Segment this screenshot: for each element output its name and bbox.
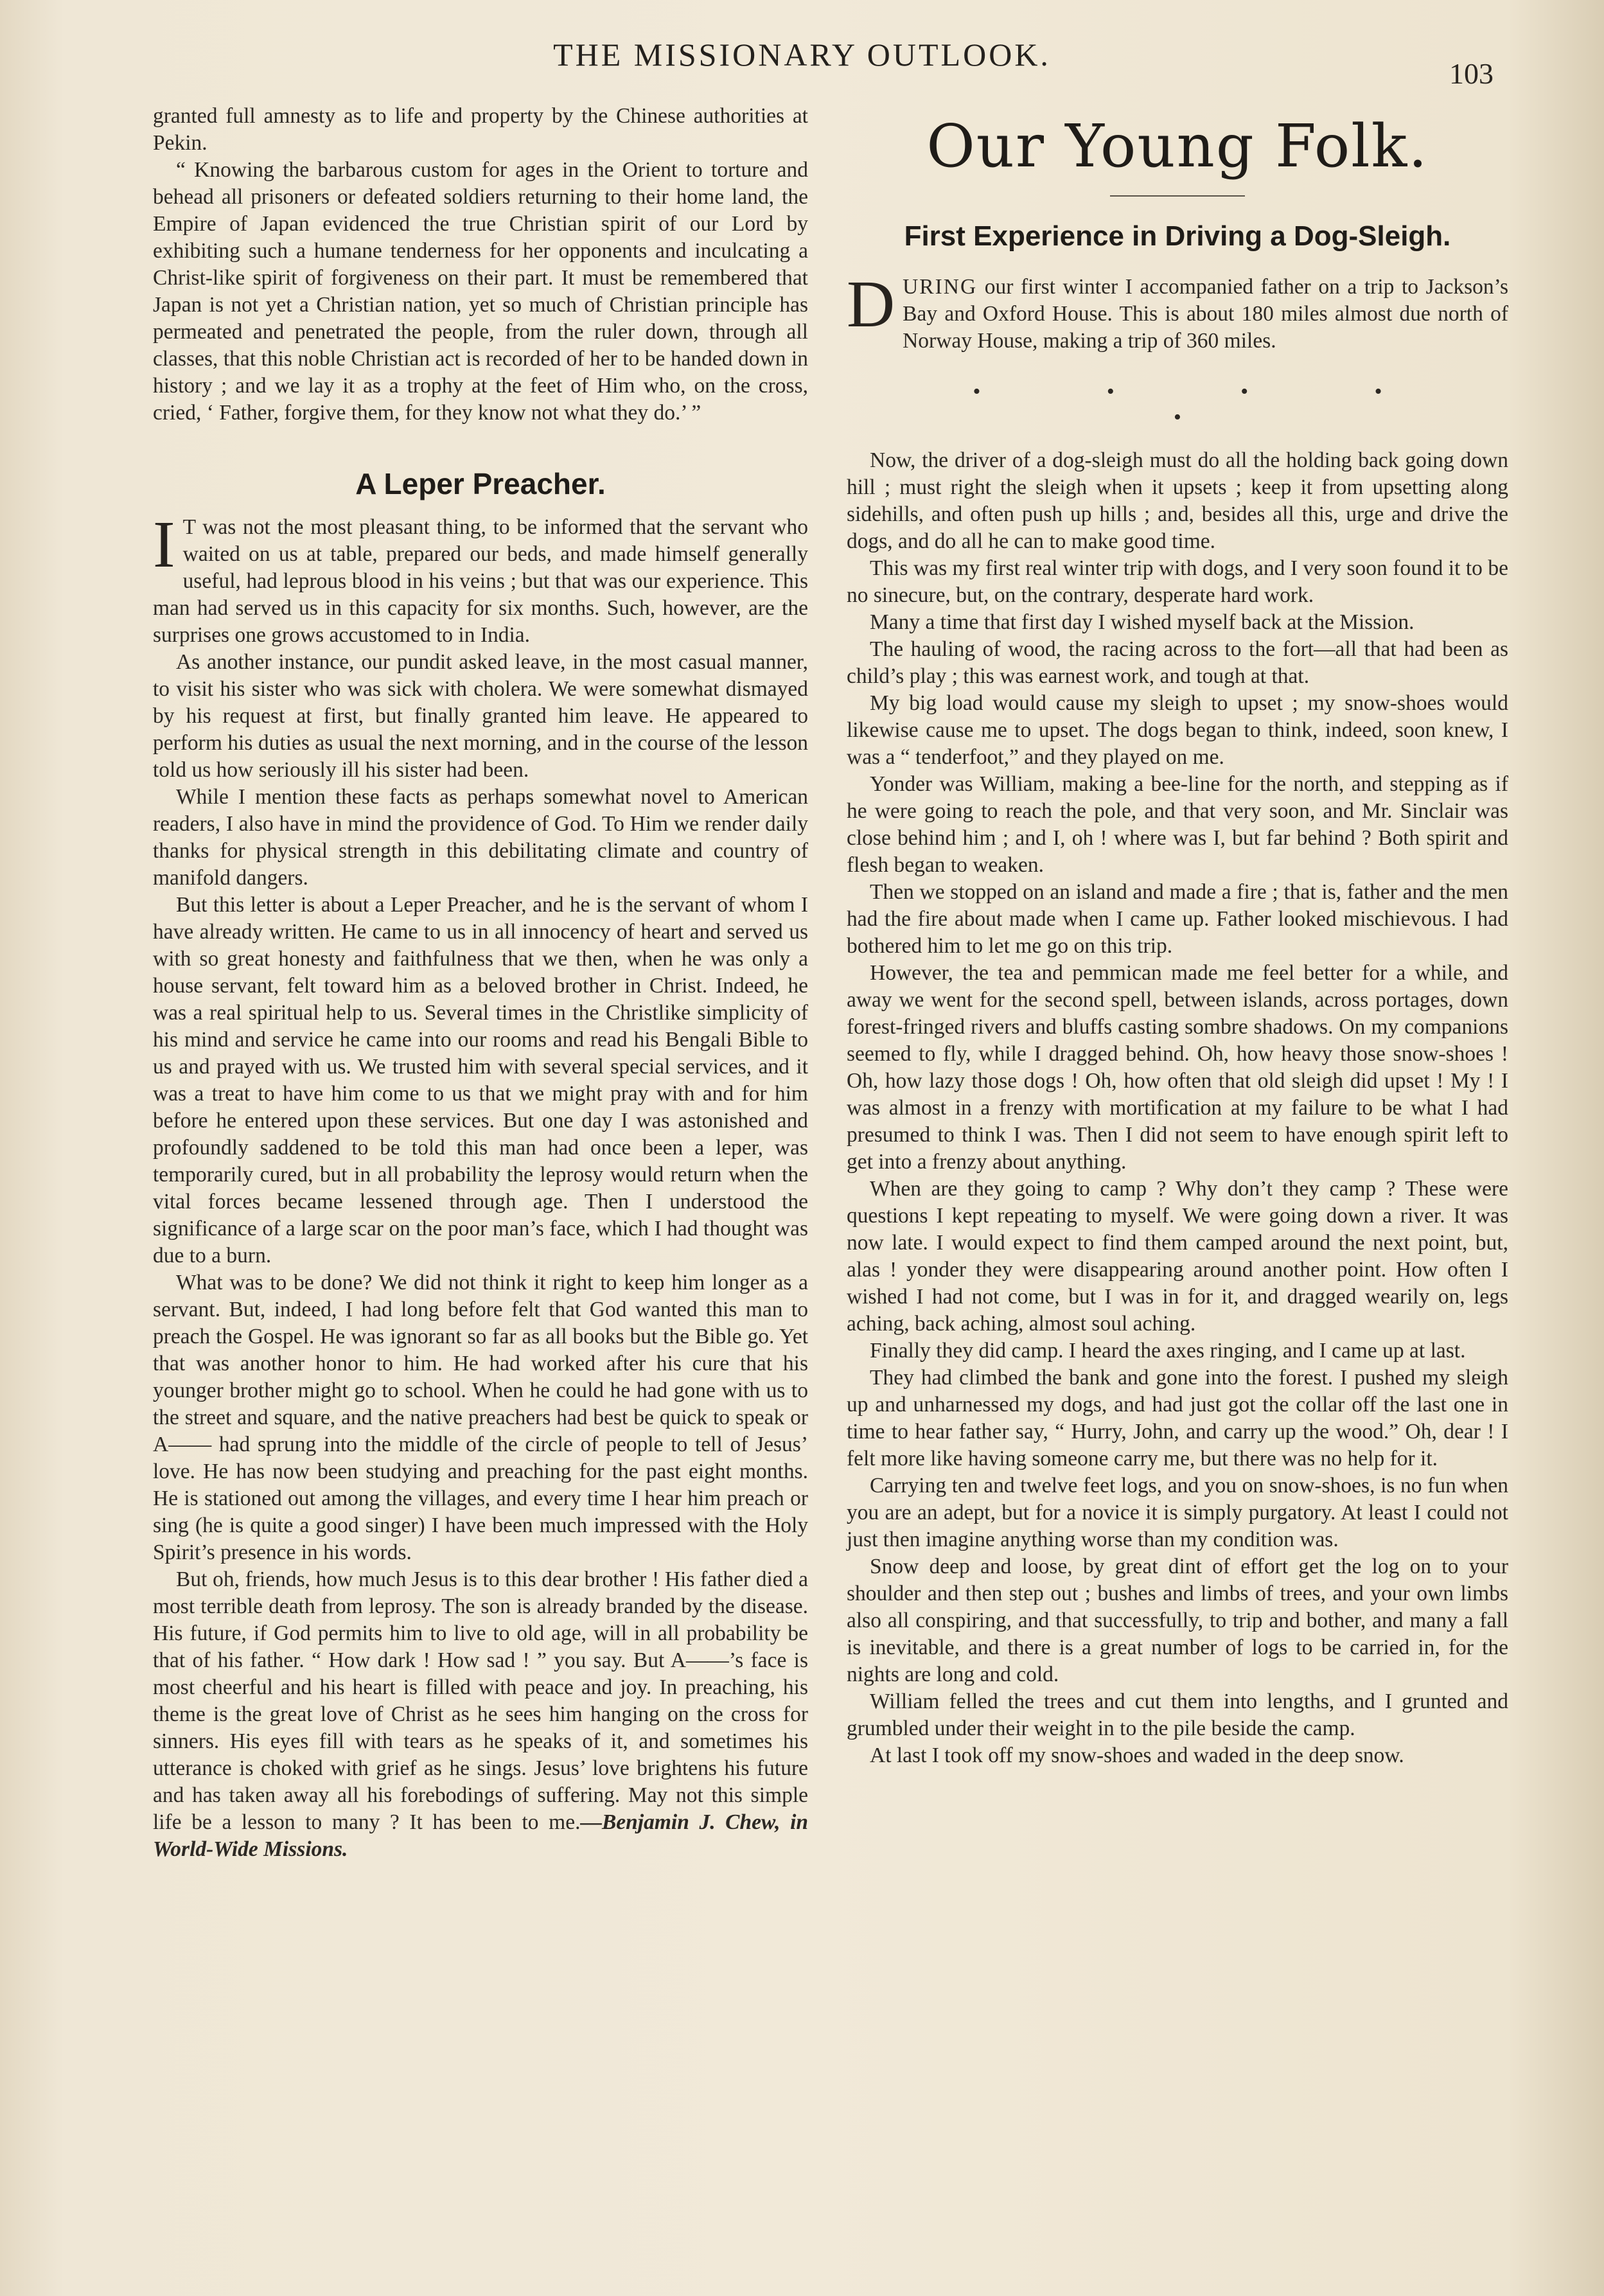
story-paragraph: Then we stopped on an island and made a fire ; that is, father and the men had the fire about made when I came up. Father looked mischievous. I had bothered him to let me go on this trip. xyxy=(847,880,1508,958)
running-title: THE MISSIONARY OUTLOOK. xyxy=(553,37,1051,73)
story-first-paragraph xyxy=(847,267,1508,355)
article-title: A Leper Preacher. xyxy=(355,467,606,500)
drop-cap: I xyxy=(153,508,175,581)
article-paragraph: While I mention these facts as perhaps somewhat novel to American readers, I also have in mind the providence of God. To Him we render daily thanks for physical strength in this debilitating climate and country of manifold dangers. xyxy=(153,785,808,890)
story-paragraph: However, the tea and pemmican made me feel better for a while, and away we went for the second spell, between islands, across portages, down forest-fringed rivers and bluffs casting sombre shadows. On my companions seemed to fly, while I dragged behind. Oh, how heavy those snow-shoes ! Oh, how lazy those dogs ! Oh, how often that old sleigh did upset ! My ! I was almost in a frenzy with mortification at my failure to be what I had presumed to think I was. Then I did not seem to have enough spirit left to get into a frenzy about anything. xyxy=(847,961,1508,1174)
story-paragraph: At last I took off my snow-shoes and waded in the deep snow. xyxy=(870,1744,1404,1767)
article-paragraph: As another instance, our pundit asked leave, in the most casual manner, to visit his sister who was sick with cholera. We were somewhat dismayed by his request at first, but finally granted him leave. He appeared to perform his duties as usual the next morning, and in the course of the lesson told us how seriously ill his sister had been. xyxy=(153,650,808,782)
article-last-paragraph xyxy=(153,1566,808,1863)
left-column xyxy=(153,103,808,1863)
continued-paragraph: “ Knowing the barbarous custom for ages in the Orient to torture and behead all prisoners or defeated soldiers returning to their home land, the Empire of Japan evidenced the true Christian spirit of our Lord by exhibiting such a humane tenderness for her opponents and inculcating a Christ-like spirit of forgiveness on their part. It must be remembered that Japan is not yet a Christian nation, yet so much of Christian principle has permeated and penetrated the people, from the ruler down, through all classes, that this noble Christian act is recorded of her to be handed down in history ; and we lay it as a trophy at the feet of Him who, on the cross, cried, ‘ Father, forgive them, for they know not what they do.’ ” xyxy=(153,158,808,425)
right-column xyxy=(847,103,1508,1769)
title-rule xyxy=(1110,195,1245,197)
page-number: 103 xyxy=(1449,57,1494,90)
story-lead-caps: URING xyxy=(903,275,978,299)
article-paragraph-text: But oh, friends, how much Jesus is to this dear brother ! His father died a most terrible death from leprosy. The son is already branded by the disease. His future, if God permits him to live to old age, will in all probability be that of his father. “ How dark ! How sad ! ” you say. But A——’s face is most cheerful and his heart is filled with peace and joy. In preaching, his theme is the great love of Christ as he sees him hanging on the cross for sinners. His eyes fill with tears as he speaks of it, and sometimes his utterance is choked with grief as he sings. Jesus’ love brightens his future and has taken away all his forebodings of suffering. May not this simple life be a lesson to many ? It has been to me. xyxy=(153,1567,808,1834)
article-first-paragraph xyxy=(153,508,808,649)
story-paragraph: The hauling of wood, the racing across to the fort—all that had been as child’s play ; this was earnest work, and tough at that. xyxy=(847,637,1508,688)
story-paragraph: This was my first real winter trip with dogs, and I very soon found it to be no sinecure, but, on the contrary, desperate hard work. xyxy=(847,556,1508,607)
article-paragraph: But this letter is about a Leper Preacher, and he is the servant of whom I have already written. He came to us in all innocency of heart and served us with so great honesty and faithfulness that we then, when he was only a house servant, felt toward him as a beloved brother in Christ. Indeed, he was a real spiritual help to us. Several times in the Christlike simplicity of his mind and service he came into our rooms and read his Bengali Bible to us and prayed with us. We trusted him with several special services, and it was a treat to have him come to us that we might pray with and for him before he entered upon these services. But one day I was astonished and profoundly saddened to be told this man had once been a leper, was temporarily cured, but in all probability the leprosy would return when the vital forces became lessened through age. Then I understood the significance of a large scar on the poor man’s face, which I had thought was due to a burn. xyxy=(153,893,808,1267)
article-signature: —Benjamin J. Chew, in World-Wide Missions. xyxy=(153,1810,809,1861)
ellipsis-separator: • • • • • xyxy=(973,380,1443,429)
story-paragraph: Many a time that first day I wished myself back at the Mission. xyxy=(870,610,1415,634)
department-title: Our Young Folk. xyxy=(926,112,1429,181)
story-paragraph: When are they going to camp ? Why don’t they camp ? These were questions I kept repeating to myself. We were going down a river. It was now late. I would expect to find them camped around the next point, but, alas ! yonder they were disappearing around another point. How often I wished I had not come, but I was in for it, and dragged wearily on, legs aching, back aching, almost soul aching. xyxy=(847,1177,1508,1336)
story-title: First Experience in Driving a Dog-Sleigh. xyxy=(904,220,1451,252)
story-paragraph: Carrying ten and twelve feet logs, and you on snow-shoes, is no fun when you are an adept, but for a novice it is simply purgatory. At least I could not just then imagine anything worse than my condition was. xyxy=(847,1474,1508,1551)
story-paragraph: Finally they did camp. I heard the axes ringing, and I came up at last. xyxy=(870,1339,1466,1363)
drop-cap: D xyxy=(847,267,895,341)
continued-paragraph: granted full amnesty as to life and property by the Chinese authorities at Pekin. xyxy=(153,104,808,155)
story-paragraph: My big load would cause my sleigh to upset ; my snow-shoes would likewise cause me to upset. The dogs began to think, indeed, soon knew, I was a “ tenderfoot,” and they played on me. xyxy=(847,691,1508,769)
story-paragraph: Snow deep and loose, by great dint of effort get the log on to your shoulder and then step out ; bushes and limbs of trees, and your own limbs also all conspiring, and that successfully, to trip and bother, and many a fall is inevitable, and there is a great number of logs to be carried in, for the nights are long and cold. xyxy=(847,1555,1508,1686)
story-paragraph: Now, the driver of a dog-sleigh must do all the holding back going down hill ; must right the sleigh when it upsets ; keep it from upsetting along sidehills, and often push up hills ; and, besides all this, urge and drive the dogs, and do all he can to make good time. xyxy=(847,448,1508,553)
story-paragraph: They had climbed the bank and gone into the forest. I pushed my sleigh up and unharnessed my dogs, and had just got the collar off the last one in time to hear father say, “ Hurry, John, and carry up the wood.” Oh, dear ! I felt more like having someone carry me, but there was no help for it. xyxy=(847,1366,1508,1470)
story-first-text: our first winter I accompanied father on a trip to Jackson’s Bay and Oxford House. This is about 180 miles almost due north of Norway House, making a trip of 360 miles. xyxy=(903,275,1508,353)
article-first-text: T was not the most pleasant thing, to be informed that the servant who waited on us at table, prepared our beds, and made himself generally useful, had leprous blood in his veins ; but that was our experience. This man had served us in this capacity for six months. Such, however, are the surprises one grows accustomed to in India. xyxy=(153,515,808,647)
story-paragraph: William felled the trees and cut them into lengths, and I grunted and grumbled under their weight in to the pile beside the camp. xyxy=(847,1690,1508,1740)
article-paragraph: What was to be done? We did not think it right to keep him longer as a servant. But, indeed, I had long before felt that God wanted this man to preach the Gospel. He was ignorant so far as all books but the Bible go. Yet that was another honor to him. He had worked after his cure that his younger brother might go to school. When he could he had gone with us to the street and square, and the native preachers had best be quick to speak or A—— had sprung into the middle of the circle of people to tell of Jesus’ love. He has now been studying and preaching for the past eight months. He is stationed out among the villages, and every time I hear him preach or sing (he is quite a good singer) I have been much impressed with the Holy Spirit’s presence in his words. xyxy=(153,1271,808,1564)
story-paragraph: Yonder was William, making a bee-line for the north, and stepping as if he were going to reach the pole, and that very soon, and Mr. Sinclair was close behind him ; and I, oh ! where was I, but far behind ? Both spirit and flesh began to weaken. xyxy=(847,772,1508,877)
